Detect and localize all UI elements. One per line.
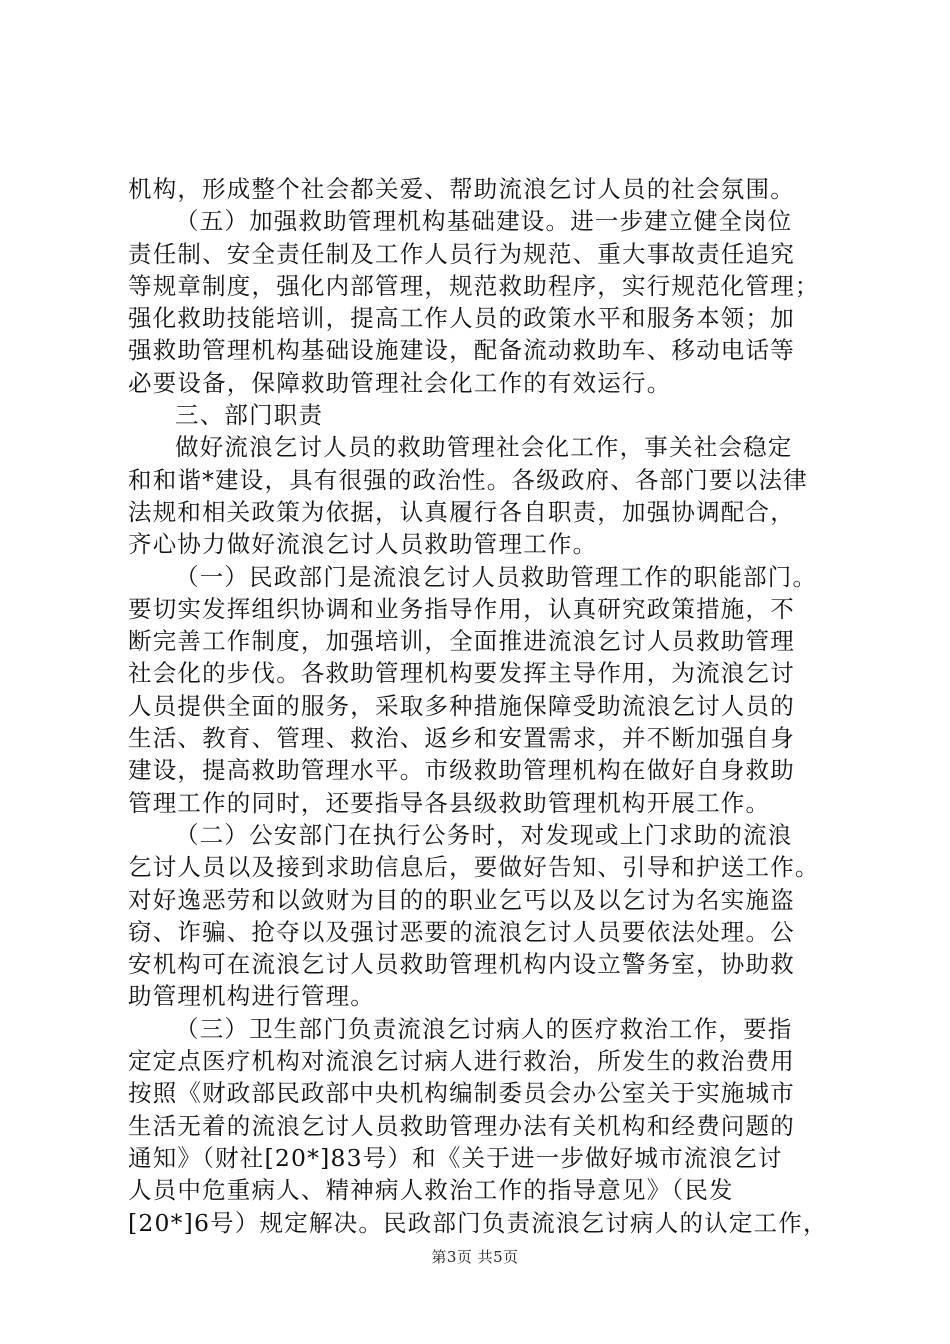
text-line: （二）公安部门在执行公务时，对发现或上门求助的流浪 bbox=[175, 820, 793, 849]
text-line: （五）加强救助管理机构基础建设。进一步建立健全岗位 bbox=[175, 207, 793, 236]
text-line: 等规章制度，强化内部管理，规范救助程序，实行规范化管理； bbox=[128, 271, 820, 300]
text-line: 强化救助技能培训，提高工作人员的政策水平和服务本领；加 bbox=[128, 304, 795, 333]
text-line: 社会化的步伐。各救助管理机构要发挥主导作用，为流浪乞讨 bbox=[128, 659, 795, 688]
text-line: 机构，形成整个社会都关爱、帮助流浪乞讨人员的社会氛围。 bbox=[128, 175, 795, 203]
text-line: 断完善工作制度，加强培训，全面推进流浪乞讨人员救助管理 bbox=[128, 627, 795, 656]
document-body bbox=[128, 173, 828, 1239]
text-line: 和和谐*建设，具有很强的政治性。各级政府、各部门要以法律 bbox=[128, 465, 808, 494]
text-line: 乞讨人员以及接到求助信息后，要做好告知、引导和护送工作。 bbox=[128, 853, 820, 882]
text-line: 必要设备，保障救助管理社会化工作的有效运行。 bbox=[128, 368, 672, 397]
text-line: 窃、诈骗、抢夺以及强讨恶要的流浪乞讨人员要依法处理。公 bbox=[128, 917, 795, 946]
text-line: 人员提供全面的服务，采取多种措施保障受助流浪乞讨人员的 bbox=[128, 691, 795, 720]
text-line: 要切实发挥组织协调和业务指导作用，认真研究政策措施，不 bbox=[128, 594, 795, 623]
text-line: 法规和相关政策为依据，认真履行各自职责，加强协调配合， bbox=[128, 497, 795, 526]
text-line: （一）民政部门是流浪乞讨人员救助管理工作的职能部门。 bbox=[175, 562, 818, 591]
text-line: 通知》（财社[20*]83号）和《关于进一步做好城市流浪乞讨 bbox=[128, 1143, 783, 1172]
text-line: 生活、教育、管理、救治、返乡和安置需求，并不断加强自身 bbox=[128, 724, 795, 753]
text-line: 助管理机构进行管理。 bbox=[128, 982, 375, 1011]
text-line: 齐心协力做好流浪乞讨人员救助管理工作。 bbox=[128, 530, 598, 559]
text-line: 责任制、安全责任制及工作人员行为规范、重大事故责任追究 bbox=[128, 239, 795, 268]
text-line: （三）卫生部门负责流浪乞讨病人的医疗救治工作，要指 bbox=[175, 1014, 793, 1043]
page-number-label: 第3页 共5页 bbox=[431, 1248, 519, 1266]
text-line: 按照《财政部民政部中央机构编制委员会办公室关于实施城市 bbox=[128, 1079, 795, 1108]
text-line: 建设，提高救助管理水平。市级救助管理机构在做好自身救助 bbox=[128, 756, 795, 785]
page-footer bbox=[0, 1247, 950, 1267]
text-line: 强救助管理机构基础设施建设，配备流动救助车、移动电话等 bbox=[128, 336, 795, 365]
text-line: 定定点医疗机构对流浪乞讨病人进行救治，所发生的救治费用 bbox=[128, 1047, 795, 1076]
text-line: 生活无着的流浪乞讨人员救助管理办法有关机构和经费问题的 bbox=[128, 1111, 795, 1140]
text-line: 人员中危重病人、精神病人救治工作的指导意见》（民发 bbox=[128, 1176, 734, 1205]
text-line: 安机构可在流浪乞讨人员救助管理机构内设立警务室，协助救 bbox=[128, 950, 795, 979]
text-line: 对好逸恶劳和以敛财为目的的职业乞丐以及以乞讨为名实施盗 bbox=[128, 885, 795, 914]
text-line: 管理工作的同时，还要指导各县级救助管理机构开展工作。 bbox=[128, 788, 771, 817]
text-line: 三、部门职责 bbox=[175, 401, 324, 430]
text-line: 做好流浪乞讨人员的救助管理社会化工作，事关社会稳定 bbox=[175, 433, 793, 462]
text-line: [20*]6号）规定解决。民政部门负责流浪乞讨病人的认定工作， bbox=[128, 1208, 828, 1237]
